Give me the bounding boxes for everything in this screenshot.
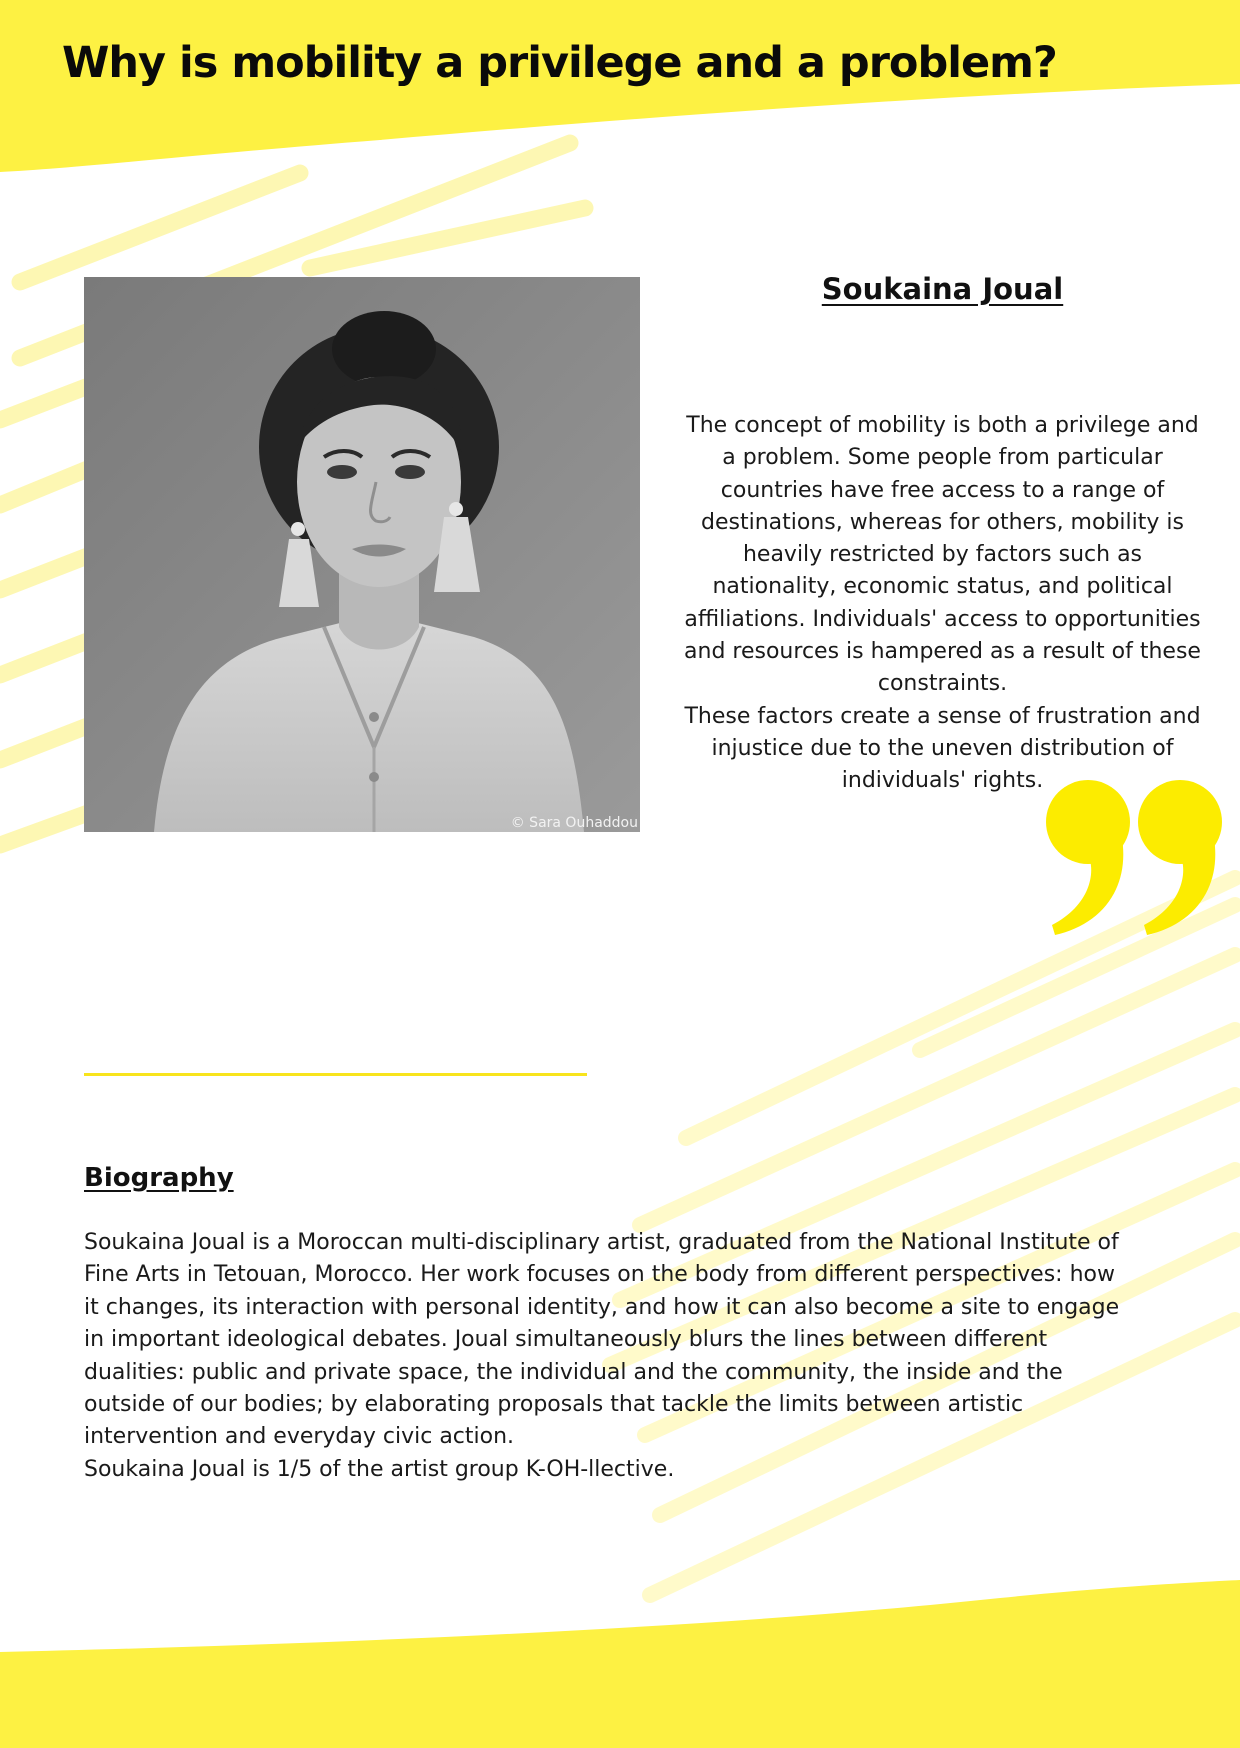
portrait-illustration (84, 277, 640, 832)
artist-name: Soukaina Joual (821, 272, 1064, 306)
quote-paragraph: These factors create a sense of frustration and injustice due to the uneven distribution of individuals' rights. (684, 703, 1201, 794)
photo-credit: © Sara Ouhaddou (510, 815, 638, 831)
biography-paragraph: Soukaina Joual is 1/5 of the artist group K-OH-llective. (84, 1456, 675, 1482)
section-divider (84, 1073, 587, 1076)
biography-heading: Biography (84, 1163, 234, 1193)
biography-text (84, 1227, 1124, 1486)
artist-quote (680, 410, 1205, 798)
artist-portrait (84, 277, 640, 832)
bottom-yellow-band (0, 1580, 1240, 1748)
closing-quote-icon (1040, 780, 1225, 940)
biography-paragraph: Soukaina Joual is a Moroccan multi-disciplinary artist, graduated from the National Institute of Fine Arts in Tetouan, Morocco. Her work focuses on the body from different perspectives: how it changes, its interaction with personal identity, and how it can also become a site to engage in important ideological debates. Joual simultaneously blurs the lines between different dualities: public and private space, the individual and the community, the inside and the outside of our bodies; by elaborating proposals that tackle the limits between artistic intervention and everyday civic action. (84, 1230, 1120, 1450)
page-title: Why is mobility a privilege and a problem? (62, 38, 1057, 88)
quote-paragraph: The concept of mobility is both a privilege and a problem. Some people from particular countries have free access to a range of destinations, whereas for others, mobility is heavily restricted by factors such as nationality, economic status, and political affiliations. Individuals' access to opportunities and resources is hampered as a result of these constraints. (684, 413, 1201, 697)
